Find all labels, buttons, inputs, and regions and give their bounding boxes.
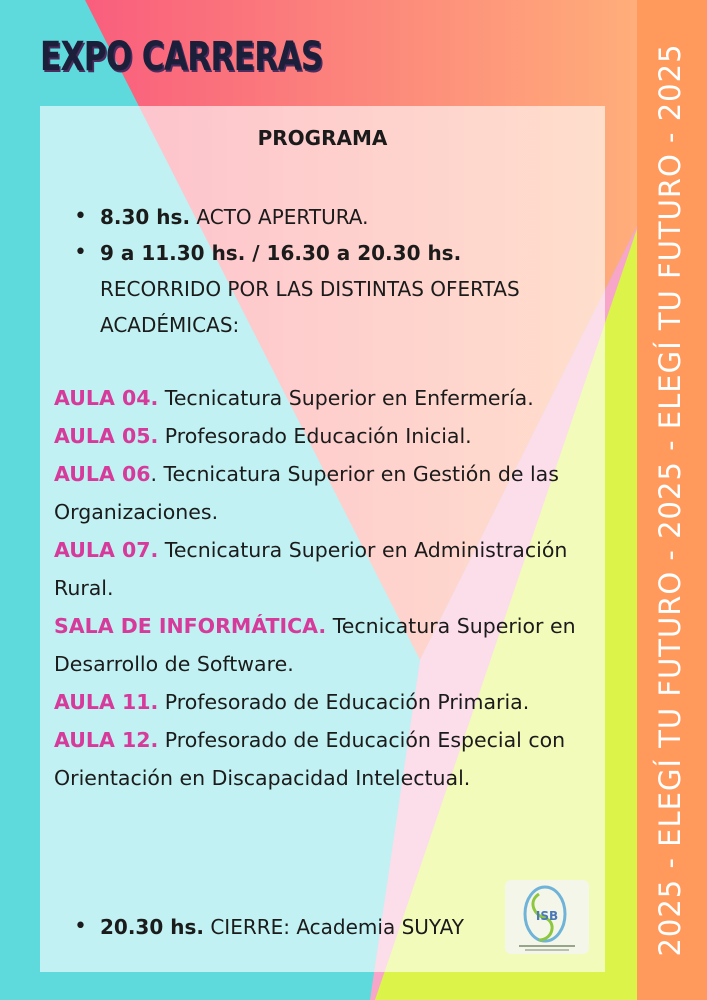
room-item bbox=[54, 683, 610, 721]
room-item bbox=[54, 379, 610, 417]
tour-time: 9 a 11.30 hs. / 16.30 a 20.30 hs. bbox=[100, 241, 462, 265]
room-description: Tecnicatura Superior en Enfermería. bbox=[158, 386, 534, 410]
room-item bbox=[54, 455, 610, 531]
room-label: SALA DE INFORMÁTICA. bbox=[54, 614, 327, 638]
program-panel bbox=[40, 106, 605, 972]
schedule-list bbox=[100, 199, 570, 343]
room-description: Tecnicatura Superior en Administración Rural. bbox=[54, 538, 568, 600]
opening-text: ACTO APERTURA. bbox=[190, 205, 369, 229]
room-description: Tecnicatura Superior en Desarrollo de Software. bbox=[54, 614, 576, 676]
room-item bbox=[54, 417, 610, 455]
opening-time: 8.30 hs. bbox=[100, 205, 191, 229]
closing-time: 20.30 hs. bbox=[100, 915, 204, 939]
room-description: . Tecnicatura Superior en Gestión de las Organizaciones. bbox=[54, 462, 559, 524]
room-label: AULA 04. bbox=[54, 386, 159, 410]
closing-list bbox=[100, 909, 464, 945]
program-heading: PROGRAMA bbox=[257, 126, 388, 150]
room-item bbox=[54, 721, 610, 797]
room-item bbox=[54, 607, 610, 683]
logo-letters: ISB bbox=[535, 909, 559, 923]
schedule-item-tour bbox=[100, 235, 570, 343]
room-label: AULA 05. bbox=[54, 424, 159, 448]
room-description: Profesorado Educación Inicial. bbox=[158, 424, 472, 448]
room-item bbox=[54, 531, 610, 607]
rooms-list bbox=[54, 379, 610, 797]
page-title: EXPO CARRERAS bbox=[40, 34, 323, 80]
room-description: Profesorado de Educación Primaria. bbox=[158, 690, 530, 714]
room-label: AULA 07. bbox=[54, 538, 159, 562]
tour-text: RECORRIDO POR LAS DISTINTAS OFERTAS ACADÉMICAS: bbox=[100, 277, 520, 337]
room-label: AULA 12. bbox=[54, 728, 159, 752]
schedule-item-closing bbox=[100, 909, 464, 945]
schedule-item-opening bbox=[100, 199, 570, 235]
closing-text: CIERRE: Academia SUYAY bbox=[203, 915, 464, 939]
room-description: Profesorado de Educación Especial con Orientación en Discapacidad Intelectual. bbox=[54, 728, 566, 790]
vertical-slogan: 2025 - ELEGÍ TU FUTURO - 2025 - ELEGÍ TU FUTURO - 2025 bbox=[653, 43, 687, 957]
room-label: AULA 11. bbox=[54, 690, 159, 714]
room-label: AULA 06 bbox=[54, 462, 151, 486]
institution-logo bbox=[505, 880, 589, 954]
